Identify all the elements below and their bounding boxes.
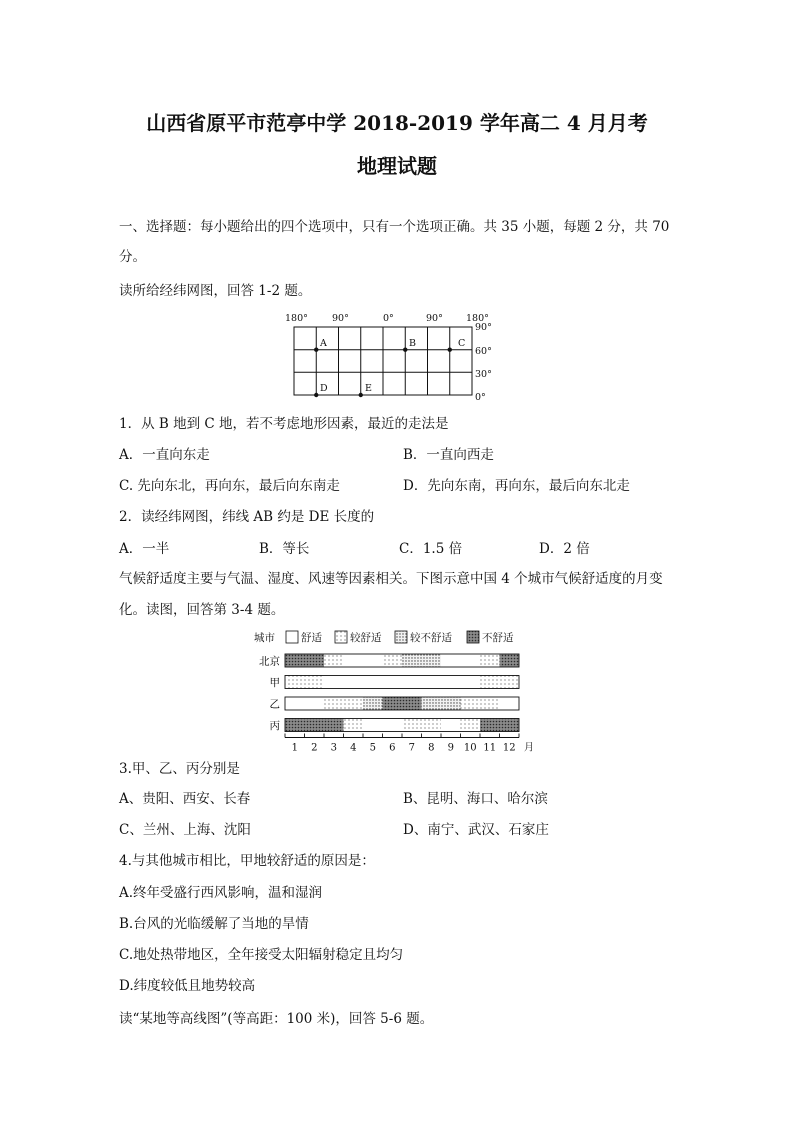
comfort-cell: [383, 697, 403, 710]
point-e-label: E: [365, 383, 372, 394]
comfort-cell: [402, 697, 422, 710]
legend-title: 城市: [254, 632, 275, 644]
comfort-cell: [500, 697, 520, 710]
month-label: 12: [502, 742, 516, 754]
comfort-cell: [500, 676, 520, 689]
legend-label: 舒适: [301, 632, 322, 644]
question-3-stem: 3.甲、乙、丙分别是: [119, 761, 240, 777]
comfort-cell: [324, 697, 344, 710]
point-a-dot: [314, 348, 318, 352]
comfort-cell: [363, 697, 383, 710]
comfort-cell: [305, 697, 325, 710]
comfort-cell: [480, 654, 500, 667]
lon-label: 180°: [466, 313, 489, 324]
month-label: 3: [330, 742, 337, 754]
month-label: 2: [311, 742, 318, 754]
comfort-cell: [363, 676, 383, 689]
comfort-cell: [324, 676, 344, 689]
comfort-cell: [305, 654, 325, 667]
question-3-option-b: B、昆明、海口、哈尔滨: [403, 791, 548, 807]
comfort-cell: [383, 654, 403, 667]
point-b-label: B: [409, 338, 416, 349]
comfort-cell: [422, 654, 442, 667]
lat-label: 30°: [475, 369, 492, 380]
legend-swatch-comfortable: [286, 631, 298, 643]
title-line-1: 山西省原平市范亭中学 2018-2019 学年高二 4 月月考: [146, 111, 648, 135]
comfort-cell: [363, 719, 383, 732]
legend-label: 较不舒适: [410, 632, 452, 644]
month-label: 1: [291, 742, 298, 754]
question-2-option-d: D．2 倍: [539, 541, 590, 557]
month-label: 10: [463, 742, 477, 754]
legend-label: 较舒适: [350, 632, 382, 644]
legend-swatch-uncomfortable: [467, 631, 479, 643]
climate-intro-cont: 化。读图，回答第 3-4 题。: [119, 602, 285, 618]
point-a-label: A: [320, 338, 327, 349]
comfort-cell: [324, 654, 344, 667]
lon-label: 90°: [332, 313, 349, 324]
question-1-option-a: A．一直向东走: [119, 447, 210, 463]
month-unit: 月: [524, 742, 534, 754]
question-1-option-d: D．先向东南，再向东，最后向东北走: [403, 478, 630, 494]
question-2-stem: 2．读经纬网图，纬线 AB 约是 DE 长度的: [119, 509, 375, 525]
month-label: 11: [483, 742, 497, 754]
climate-comfort-chart: [252, 627, 552, 754]
comfort-cell: [422, 719, 442, 732]
question-4-option-d: D.纬度较低且地势较高: [119, 978, 256, 994]
month-label: 7: [408, 742, 415, 754]
city-label: 乙: [269, 698, 280, 711]
question-4-option-b: B.台风的光临缓解了当地的旱情: [119, 916, 309, 932]
city-label: 丙: [269, 720, 280, 732]
instruction-q5-6: 读“某地等高线图”(等高距：100 米)，回答 5-6 题。: [119, 1011, 434, 1027]
comfort-cell: [363, 654, 383, 667]
question-3-option-d: D、南宁、武汉、石家庄: [403, 822, 549, 838]
point-d-dot: [314, 393, 318, 397]
question-3-option-a: A、贵阳、西安、长春: [119, 791, 251, 807]
month-label: 4: [350, 742, 357, 754]
comfort-cell: [461, 654, 481, 667]
comfort-cell: [441, 719, 461, 732]
point-c-label: C: [458, 338, 466, 349]
comfort-cell: [305, 676, 325, 689]
question-1-option-c: C. 先向东北，再向东，最后向东南走: [119, 478, 340, 494]
point-b-dot: [403, 348, 407, 352]
month-label: 5: [369, 742, 376, 754]
lat-long-grid-map: [282, 311, 502, 403]
comfort-cell: [344, 676, 364, 689]
title-line-2: 地理试题: [357, 154, 437, 178]
comfort-cell: [285, 697, 305, 710]
question-2-option-b: B．等长: [259, 541, 310, 557]
comfort-cell: [480, 719, 500, 732]
comfort-cell: [305, 719, 325, 732]
point-e-dot: [359, 393, 363, 397]
comfort-cell: [383, 676, 403, 689]
question-4-option-c: C.地处热带地区，全年接受太阳辐射稳定且均匀: [119, 947, 404, 963]
month-label: 9: [447, 742, 454, 754]
comfort-cell: [422, 697, 442, 710]
comfort-cell: [500, 654, 520, 667]
comfort-cell: [402, 676, 422, 689]
point-d-label: D: [320, 383, 328, 394]
legend-label: 不舒适: [482, 632, 514, 644]
question-1-option-b: B．一直向西走: [403, 447, 494, 463]
comfort-cell: [344, 697, 364, 710]
comfort-cell: [422, 676, 442, 689]
climate-intro: 气候舒适度主要与气温、湿度、风速等因素相关。下图示意中国 4 个城市气候舒适度的月变: [119, 571, 663, 587]
comfort-cell: [441, 697, 461, 710]
comfort-cell: [402, 654, 422, 667]
legend-swatch-fairly-comfortable: [335, 631, 347, 643]
comfort-cell: [383, 719, 403, 732]
month-label: 6: [389, 742, 396, 754]
lon-label: 180°: [285, 313, 308, 324]
instruction-q1-2: 读所给经纬网图，回答 1-2 题。: [119, 283, 312, 299]
point-c-dot: [448, 348, 452, 352]
comfort-cell: [344, 654, 364, 667]
lat-label: 90°: [475, 322, 492, 333]
question-4-option-a: A.终年受盛行西风影响，温和湿润: [119, 885, 323, 901]
lat-label: 60°: [475, 346, 492, 357]
question-2-option-c: C．1.5 倍: [399, 541, 463, 557]
lat-label: 0°: [475, 392, 486, 403]
question-1-stem: 1．从 B 地到 C 地，若不考虑地形因素，最近的走法是: [119, 416, 449, 432]
legend-swatch-fairly-uncomfortable: [395, 631, 407, 643]
lon-label: 90°: [426, 313, 443, 324]
question-4-stem: 4.与其他城市相比，甲地较舒适的原因是：: [119, 853, 375, 869]
comfort-cell: [461, 719, 481, 732]
month-label: 8: [428, 742, 435, 754]
comfort-cell: [461, 697, 481, 710]
comfort-cell: [500, 719, 520, 732]
lon-label: 0°: [383, 313, 394, 324]
city-label: 甲: [269, 677, 280, 689]
question-3-option-c: C、兰州、上海、沈阳: [119, 822, 251, 838]
section-intro-cont: 分。: [119, 249, 146, 265]
comfort-cell: [480, 676, 500, 689]
comfort-cell: [441, 654, 461, 667]
comfort-cell: [285, 654, 305, 667]
city-label: 北京: [259, 655, 280, 668]
comfort-cell: [285, 719, 305, 732]
comfort-cell: [461, 676, 481, 689]
comfort-cell: [324, 719, 344, 732]
comfort-cell: [480, 697, 500, 710]
comfort-cell: [285, 676, 305, 689]
comfort-cell: [402, 719, 422, 732]
section-intro: 一、选择题：每小题给出的四个选项中，只有一个选项正确。共 35 小题，每题 2 分，共 70: [119, 219, 670, 235]
comfort-cell: [344, 719, 364, 732]
question-2-option-a: A．一半: [119, 541, 170, 557]
comfort-cell: [441, 676, 461, 689]
